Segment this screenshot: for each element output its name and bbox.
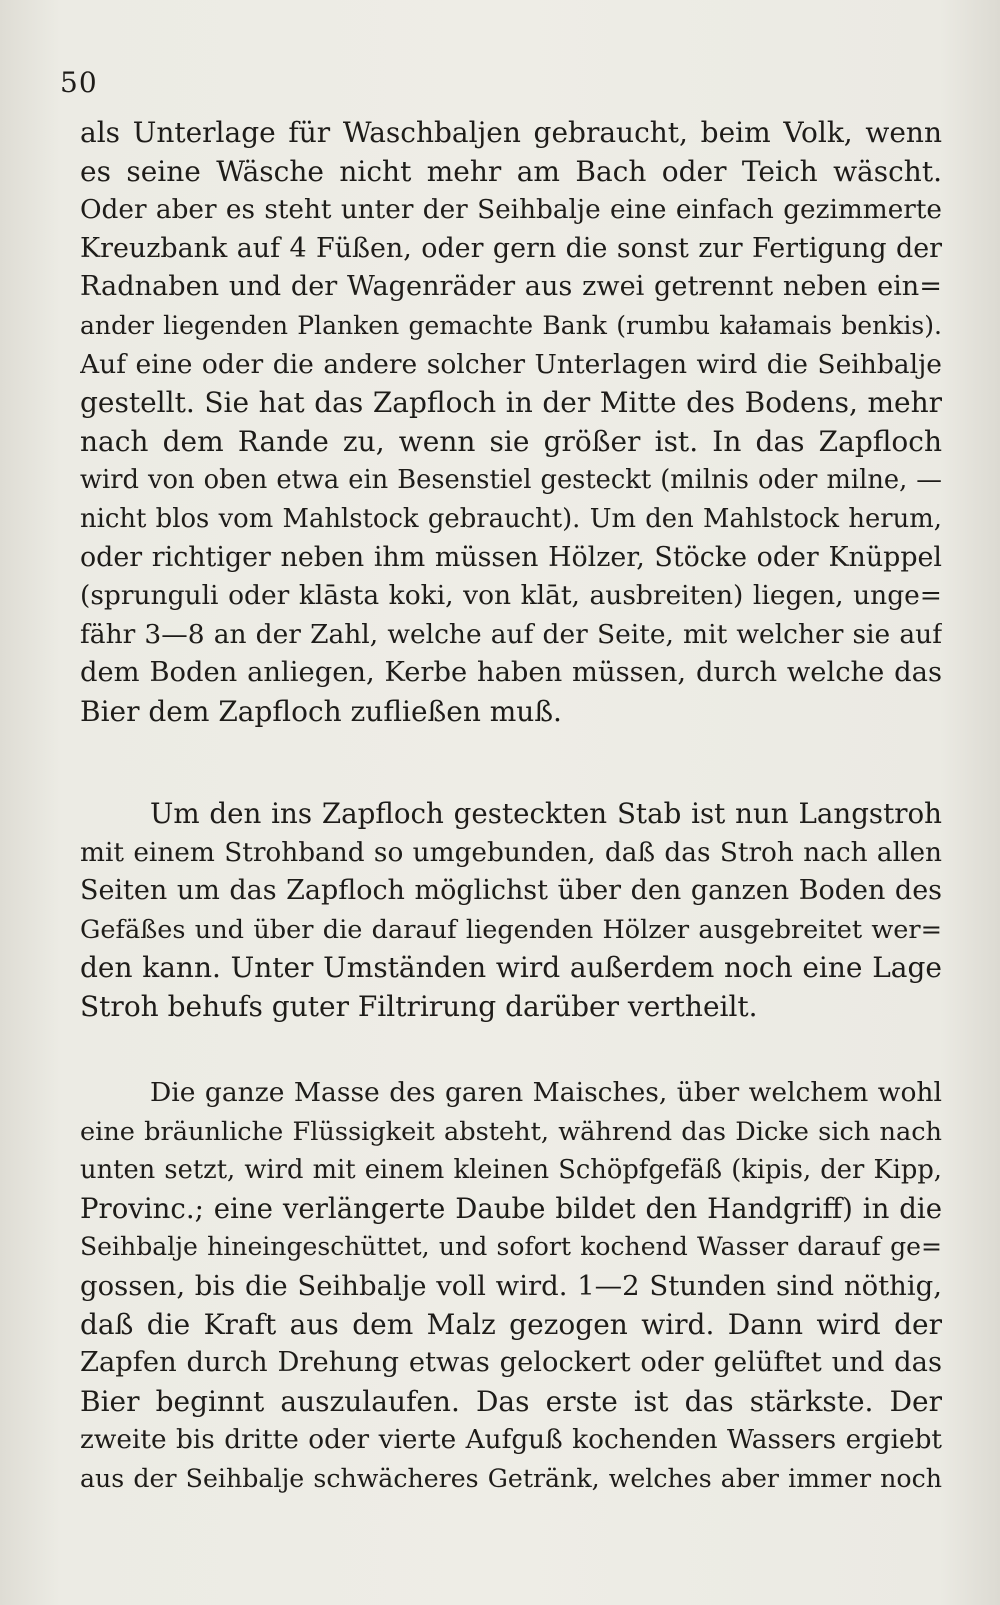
text-line: Um den ins Zapfloch gesteckten Stab ist nun Langstroh [150,797,942,830]
text-line: eine bräunliche Flüssigkeit absteht, während das Dicke sich nach [80,1116,942,1147]
text-line: daß die Kraft aus dem Malz gezogen wird. Dann wird der [80,1307,942,1341]
text-line: es seine Wäsche nicht mehr am Bach oder Teich wäscht. [80,154,942,188]
text-line: als Unterlage für Waschbaljen gebraucht, beim Volk, wenn [80,116,942,149]
text-line: Provinc.; eine verlängerte Daube bildet den Handgriff) in die [80,1192,942,1225]
text-line: zweite bis dritte oder vierte Aufguß kochenden Wassers ergiebt [80,1425,942,1456]
text-line: mit einem Strohband so umgebunden, daß das Stroh nach allen [80,837,942,868]
text-line: fähr 3—8 an der Zahl, welche auf der Seite, mit welcher sie auf [80,618,942,650]
text-line: Seiten um das Zapfloch möglichst über den ganzen Boden des [80,875,942,907]
text-line: nach dem Rande zu, wenn sie größer ist. In das Zapfloch [80,424,942,458]
text-line: wird von oben etwa ein Besenstiel gesteckt (milnis oder milne, — [80,465,942,496]
text-line: Bier beginnt auszulaufen. Das erste ist das stärkste. Der [80,1384,942,1418]
text-line: dem Boden anliegen, Kerbe haben müssen, durch welche das [80,657,942,689]
text-line: Bier dem Zapfloch zufließen muß. [80,694,562,728]
text-line: Seihbalje hineingeschüttet, und sofort kochend Wasser darauf ge= [80,1232,942,1262]
text-line: ander liegenden Planken gemachte Bank (rumbu kałamais benkis). [80,310,942,340]
paragraph-1 [80,114,942,732]
paragraph-2 [80,795,942,1027]
paragraph-3 [80,1074,942,1499]
text-line: Stroh behufs guter Filtrirung darüber vertheilt. [80,989,758,1023]
text-line: gestellt. Sie hat das Zapfloch in der Mitte des Bodens, mehr [80,386,942,420]
text-line: (sprunguli oder klāsta koki, von klāt, ausbreiten) liegen, unge= [80,580,942,612]
text-line: Radnaben und der Wagenräder aus zwei getrennt neben ein= [80,271,942,303]
text-line: aus der Seihbalje schwächeres Getränk, welches aber immer noch [80,1463,942,1493]
text-line: unten setzt, wird mit einem kleinen Schöpfgefäß (kipis, der Kipp, [80,1155,942,1186]
text-line: Oder aber es steht unter der Seihbalje eine einfach gezimmerte [80,195,942,226]
page-number: 50 [60,66,98,99]
text-line: den kann. Unter Umständen wird außerdem noch eine Lage [80,951,942,985]
text-line: Kreuzbank auf 4 Füßen, oder gern die sonst zur Fertigung der [80,232,942,264]
text-line: Auf eine oder die andere solcher Unterlagen wird die Seihbalje [80,348,942,380]
text-line: nicht blos vom Mahlstock gebraucht). Um den Mahlstock herum, [80,503,942,534]
text-line: Zapfen durch Drehung etwas gelockert oder gelüftet und das [80,1347,942,1379]
text-line: oder richtiger neben ihm müssen Hölzer, Stöcke oder Knüppel [80,541,942,573]
text-line: gossen, bis die Seihbalje voll wird. 1—2 Stunden sind nöthig, [80,1269,942,1302]
text-line: Gefäßes und über die darauf liegenden Hölzer ausgebreitet wer= [80,914,942,945]
text-line: Die ganze Masse des garen Maisches, über welchem wohl [150,1077,942,1108]
